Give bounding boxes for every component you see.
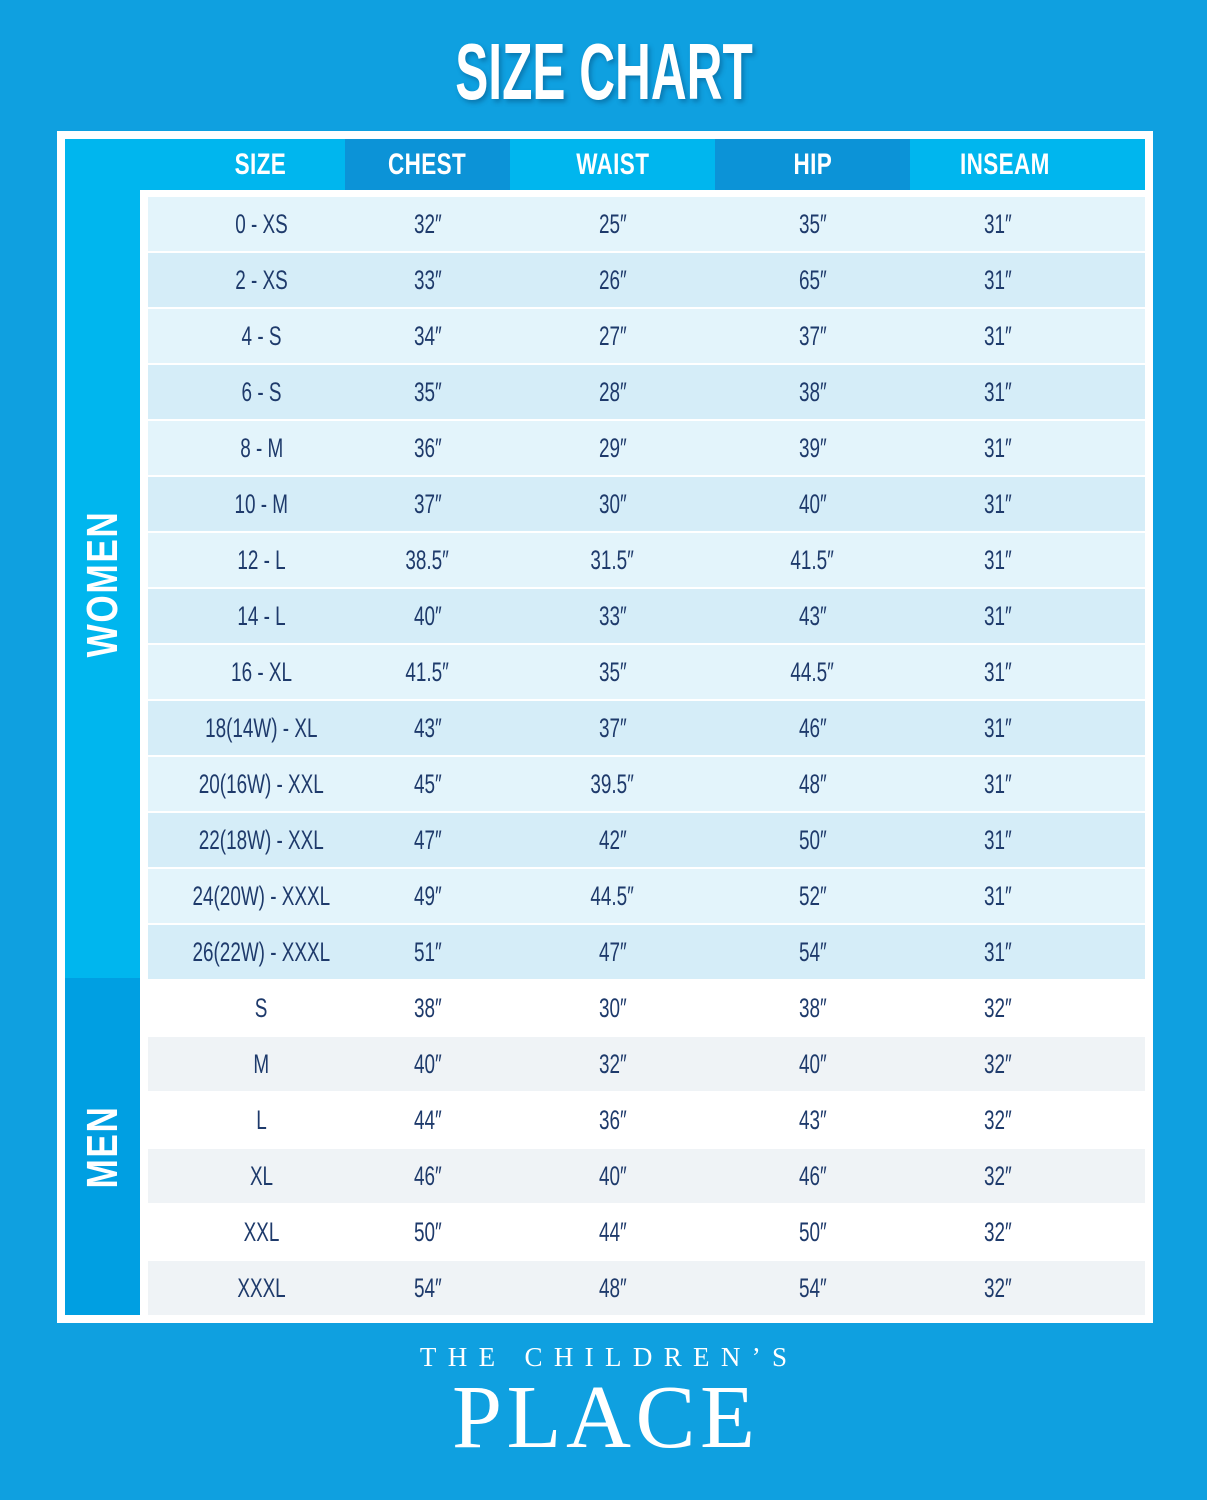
waist-cell [510, 421, 715, 475]
waist-cell [510, 589, 715, 643]
cell-value: 32″ [983, 992, 1012, 1023]
column-header-label: WAIST [575, 147, 650, 181]
brand-logo [0, 1342, 1207, 1467]
waist-cell [510, 757, 715, 811]
table-row-women-7 [148, 589, 1145, 643]
cell-value: 50″ [413, 1216, 442, 1247]
cell-value: 31″ [983, 600, 1012, 631]
waist-cell [510, 1205, 715, 1259]
table-row-men-1 [148, 1037, 1145, 1091]
table-row-women-4 [148, 421, 1145, 475]
cell-value: 31″ [983, 544, 1012, 575]
chest-cell [345, 533, 510, 587]
waist-cell [510, 869, 715, 923]
cell-value: 20(16W) - XXL [199, 768, 324, 799]
cell-value: 6 - S [241, 376, 282, 407]
waist-cell [510, 925, 715, 979]
cell-value: M [253, 1048, 270, 1079]
table-row-women-10 [148, 757, 1145, 811]
size-cell [148, 253, 345, 307]
inseam-cell [910, 1149, 1145, 1203]
chest-cell [345, 981, 510, 1035]
cell-value: 46″ [413, 1160, 442, 1191]
table-row-men-4 [148, 1205, 1145, 1259]
hip-cell [715, 701, 910, 755]
cell-value: XXXL [237, 1272, 286, 1303]
cell-value: 51″ [413, 936, 442, 967]
table-row-women-13 [148, 925, 1145, 979]
hip-cell [715, 981, 910, 1035]
gender-column [65, 190, 140, 1315]
cell-value: 40″ [798, 1048, 827, 1079]
waist-cell [510, 1093, 715, 1147]
cell-value: 34″ [413, 320, 442, 351]
cell-value: 31″ [983, 656, 1012, 687]
cell-value: 8 - M [239, 432, 284, 463]
table-row-women-8 [148, 645, 1145, 699]
brand-logo-line2: PLACE [451, 1368, 760, 1467]
column-header-label: INSEAM [960, 147, 1050, 181]
women-section-band [65, 190, 140, 978]
cell-value: 44″ [598, 1216, 627, 1247]
cell-value: 54″ [798, 936, 827, 967]
chest-cell [345, 421, 510, 475]
size-cell [148, 421, 345, 475]
chest-cell [345, 589, 510, 643]
page-title-text: SIZE CHART [454, 27, 753, 116]
cell-value: 16 - XL [231, 656, 292, 687]
hip-cell [715, 757, 910, 811]
waist-cell [510, 813, 715, 867]
chest-cell [345, 309, 510, 363]
cell-value: 41.5″ [405, 656, 450, 687]
cell-value: 40″ [413, 1048, 442, 1079]
cell-value: 40″ [598, 1160, 627, 1191]
cell-value: 54″ [413, 1272, 442, 1303]
hip-cell [715, 1261, 910, 1315]
cell-value: 27″ [598, 320, 627, 351]
cell-value: 44.5″ [590, 880, 635, 911]
size-cell [148, 981, 345, 1035]
page-title [0, 26, 1207, 118]
cell-value: 41.5″ [790, 544, 835, 575]
cell-value: 54″ [798, 1272, 827, 1303]
table-row-men-3 [148, 1149, 1145, 1203]
size-cell [148, 1261, 345, 1315]
cell-value: 39″ [798, 432, 827, 463]
cell-value: 46″ [798, 1160, 827, 1191]
cell-value: 65″ [798, 264, 827, 295]
size-cell [148, 701, 345, 755]
cell-value: 43″ [798, 600, 827, 631]
cell-value: 35″ [798, 208, 827, 239]
cell-value: 32″ [983, 1048, 1012, 1079]
cell-value: 52″ [798, 880, 827, 911]
cell-value: 32″ [413, 208, 442, 239]
cell-value: 45″ [413, 768, 442, 799]
cell-value: 38″ [798, 992, 827, 1023]
cell-value: 38″ [798, 376, 827, 407]
cell-value: 18(14W) - XL [205, 712, 318, 743]
size-table [65, 139, 1145, 1315]
cell-value: 47″ [598, 936, 627, 967]
hip-cell [715, 813, 910, 867]
size-cell [148, 1093, 345, 1147]
column-header-label: HIP [793, 147, 832, 181]
cell-value: 31″ [983, 824, 1012, 855]
size-cell [148, 813, 345, 867]
cell-value: 50″ [798, 824, 827, 855]
cell-value: 31″ [983, 264, 1012, 295]
cell-value: 30″ [598, 992, 627, 1023]
table-row-women-2 [148, 309, 1145, 363]
column-header-size [65, 139, 345, 190]
table-row-women-9 [148, 701, 1145, 755]
waist-cell [510, 477, 715, 531]
cell-value: 31″ [983, 320, 1012, 351]
hip-cell [715, 589, 910, 643]
table-row-women-11 [148, 813, 1145, 867]
column-header-label: SIZE [234, 147, 286, 181]
inseam-cell [910, 477, 1145, 531]
table-row-men-5 [148, 1261, 1145, 1315]
cell-value: 38″ [413, 992, 442, 1023]
size-cell [148, 309, 345, 363]
inseam-cell [910, 421, 1145, 475]
waist-cell [510, 981, 715, 1035]
cell-value: 36″ [413, 432, 442, 463]
chest-cell [345, 365, 510, 419]
cell-value: 22(18W) - XXL [199, 824, 324, 855]
cell-value: L [256, 1104, 267, 1135]
waist-cell [510, 533, 715, 587]
cell-value: 2 - XS [235, 264, 288, 295]
inseam-cell [910, 757, 1145, 811]
cell-value: 28″ [598, 376, 627, 407]
table-frame [57, 131, 1153, 1323]
women-section-label: WOMEN [77, 510, 127, 658]
cell-value: 31″ [983, 432, 1012, 463]
cell-value: 31.5″ [590, 544, 635, 575]
cell-value: 35″ [413, 376, 442, 407]
cell-value: 31″ [983, 768, 1012, 799]
table-row-women-12 [148, 869, 1145, 923]
column-header-inseam [910, 139, 1145, 190]
hip-cell [715, 925, 910, 979]
inseam-cell [910, 925, 1145, 979]
size-cell [148, 533, 345, 587]
cell-value: 40″ [413, 600, 442, 631]
cell-value: 32″ [598, 1048, 627, 1079]
inseam-cell [910, 365, 1145, 419]
cell-value: 48″ [798, 768, 827, 799]
waist-cell [510, 1261, 715, 1315]
inseam-cell [910, 253, 1145, 307]
inseam-cell [910, 1093, 1145, 1147]
inseam-cell [910, 1261, 1145, 1315]
chest-cell [345, 1149, 510, 1203]
men-section-band [65, 978, 140, 1315]
hip-cell [715, 309, 910, 363]
chest-cell [345, 645, 510, 699]
size-cell [148, 197, 345, 251]
cell-value: 4 - S [241, 320, 282, 351]
cell-value: 33″ [598, 600, 627, 631]
cell-value: 12 - L [237, 544, 286, 575]
cell-value: 44″ [413, 1104, 442, 1135]
chest-cell [345, 197, 510, 251]
cell-value: XL [249, 1160, 274, 1191]
table-row-women-6 [148, 533, 1145, 587]
cell-value: 14 - L [237, 600, 286, 631]
hip-cell [715, 421, 910, 475]
size-cell [148, 1149, 345, 1203]
inseam-cell [910, 1037, 1145, 1091]
cell-value: S [255, 992, 268, 1023]
cell-value: 50″ [798, 1216, 827, 1247]
cell-value: 33″ [413, 264, 442, 295]
cell-value: 40″ [798, 488, 827, 519]
table-body [65, 190, 1145, 1315]
cell-value: 37″ [413, 488, 442, 519]
hip-cell [715, 477, 910, 531]
table-row-women-3 [148, 365, 1145, 419]
waist-cell [510, 309, 715, 363]
column-header-chest [345, 139, 510, 190]
cell-value: 38.5″ [405, 544, 450, 575]
cell-value: 32″ [983, 1272, 1012, 1303]
cell-value: 26(22W) - XXXL [192, 936, 331, 967]
cell-value: 0 - XS [235, 208, 288, 239]
inseam-cell [910, 869, 1145, 923]
waist-cell [510, 645, 715, 699]
chest-cell [345, 869, 510, 923]
cell-value: 31″ [983, 712, 1012, 743]
hip-cell [715, 253, 910, 307]
chest-cell [345, 1093, 510, 1147]
waist-cell [510, 197, 715, 251]
cell-value: 32″ [983, 1216, 1012, 1247]
cell-value: 37″ [798, 320, 827, 351]
waist-cell [510, 1037, 715, 1091]
size-cell [148, 1037, 345, 1091]
cell-value: 24(20W) - XXXL [192, 880, 331, 911]
cell-value: 37″ [598, 712, 627, 743]
hip-cell [715, 1205, 910, 1259]
cell-value: 25″ [598, 208, 627, 239]
table-row-women-0 [148, 197, 1145, 251]
cell-value: 32″ [983, 1160, 1012, 1191]
waist-cell [510, 253, 715, 307]
hip-cell [715, 1149, 910, 1203]
cell-value: 46″ [798, 712, 827, 743]
cell-value: 35″ [598, 656, 627, 687]
size-cell [148, 645, 345, 699]
chest-cell [345, 701, 510, 755]
table-row-women-5 [148, 477, 1145, 531]
chest-cell [345, 1261, 510, 1315]
cell-value: 31″ [983, 488, 1012, 519]
column-header-hip [715, 139, 910, 190]
cell-value: 30″ [598, 488, 627, 519]
table-row-men-2 [148, 1093, 1145, 1147]
cell-value: 31″ [983, 208, 1012, 239]
size-cell [148, 589, 345, 643]
brand-logo-line1: THE CHILDREN’S [419, 1342, 799, 1372]
cell-value: 39.5″ [590, 768, 635, 799]
size-cell [148, 365, 345, 419]
column-header-label: CHEST [388, 147, 467, 181]
inseam-cell [910, 533, 1145, 587]
hip-cell [715, 1037, 910, 1091]
size-cell [148, 925, 345, 979]
chest-cell [345, 925, 510, 979]
chest-cell [345, 1205, 510, 1259]
cell-value: 42″ [598, 824, 627, 855]
inseam-cell [910, 981, 1145, 1035]
chest-cell [345, 253, 510, 307]
cell-value: 31″ [983, 376, 1012, 407]
chest-cell [345, 1037, 510, 1091]
size-cell [148, 1205, 345, 1259]
size-cell [148, 477, 345, 531]
inseam-cell [910, 1205, 1145, 1259]
waist-cell [510, 1149, 715, 1203]
men-section-label: MEN [77, 1104, 127, 1189]
cell-value: 47″ [413, 824, 442, 855]
hip-cell [715, 365, 910, 419]
cell-value: 48″ [598, 1272, 627, 1303]
cell-value: 43″ [413, 712, 442, 743]
size-cell [148, 757, 345, 811]
size-cell [148, 869, 345, 923]
hip-cell [715, 533, 910, 587]
table-header [65, 139, 1145, 190]
cell-value: 10 - M [234, 488, 289, 519]
cell-value: 36″ [598, 1104, 627, 1135]
cell-value: 49″ [413, 880, 442, 911]
cell-value: 44.5″ [790, 656, 835, 687]
inseam-cell [910, 701, 1145, 755]
table-row-women-1 [148, 253, 1145, 307]
column-header-waist [510, 139, 715, 190]
table-rows [148, 190, 1145, 1315]
hip-cell [715, 197, 910, 251]
hip-cell [715, 1093, 910, 1147]
cell-value: XXL [243, 1216, 280, 1247]
chest-cell [345, 757, 510, 811]
hip-cell [715, 645, 910, 699]
cell-value: 31″ [983, 880, 1012, 911]
waist-cell [510, 701, 715, 755]
inseam-cell [910, 309, 1145, 363]
cell-value: 31″ [983, 936, 1012, 967]
waist-cell [510, 365, 715, 419]
cell-value: 43″ [798, 1104, 827, 1135]
inseam-cell [910, 813, 1145, 867]
inseam-cell [910, 645, 1145, 699]
cell-value: 29″ [598, 432, 627, 463]
inseam-cell [910, 589, 1145, 643]
chest-cell [345, 813, 510, 867]
inseam-cell [910, 197, 1145, 251]
cell-value: 32″ [983, 1104, 1012, 1135]
chest-cell [345, 477, 510, 531]
hip-cell [715, 869, 910, 923]
cell-value: 26″ [598, 264, 627, 295]
table-row-men-0 [148, 981, 1145, 1035]
